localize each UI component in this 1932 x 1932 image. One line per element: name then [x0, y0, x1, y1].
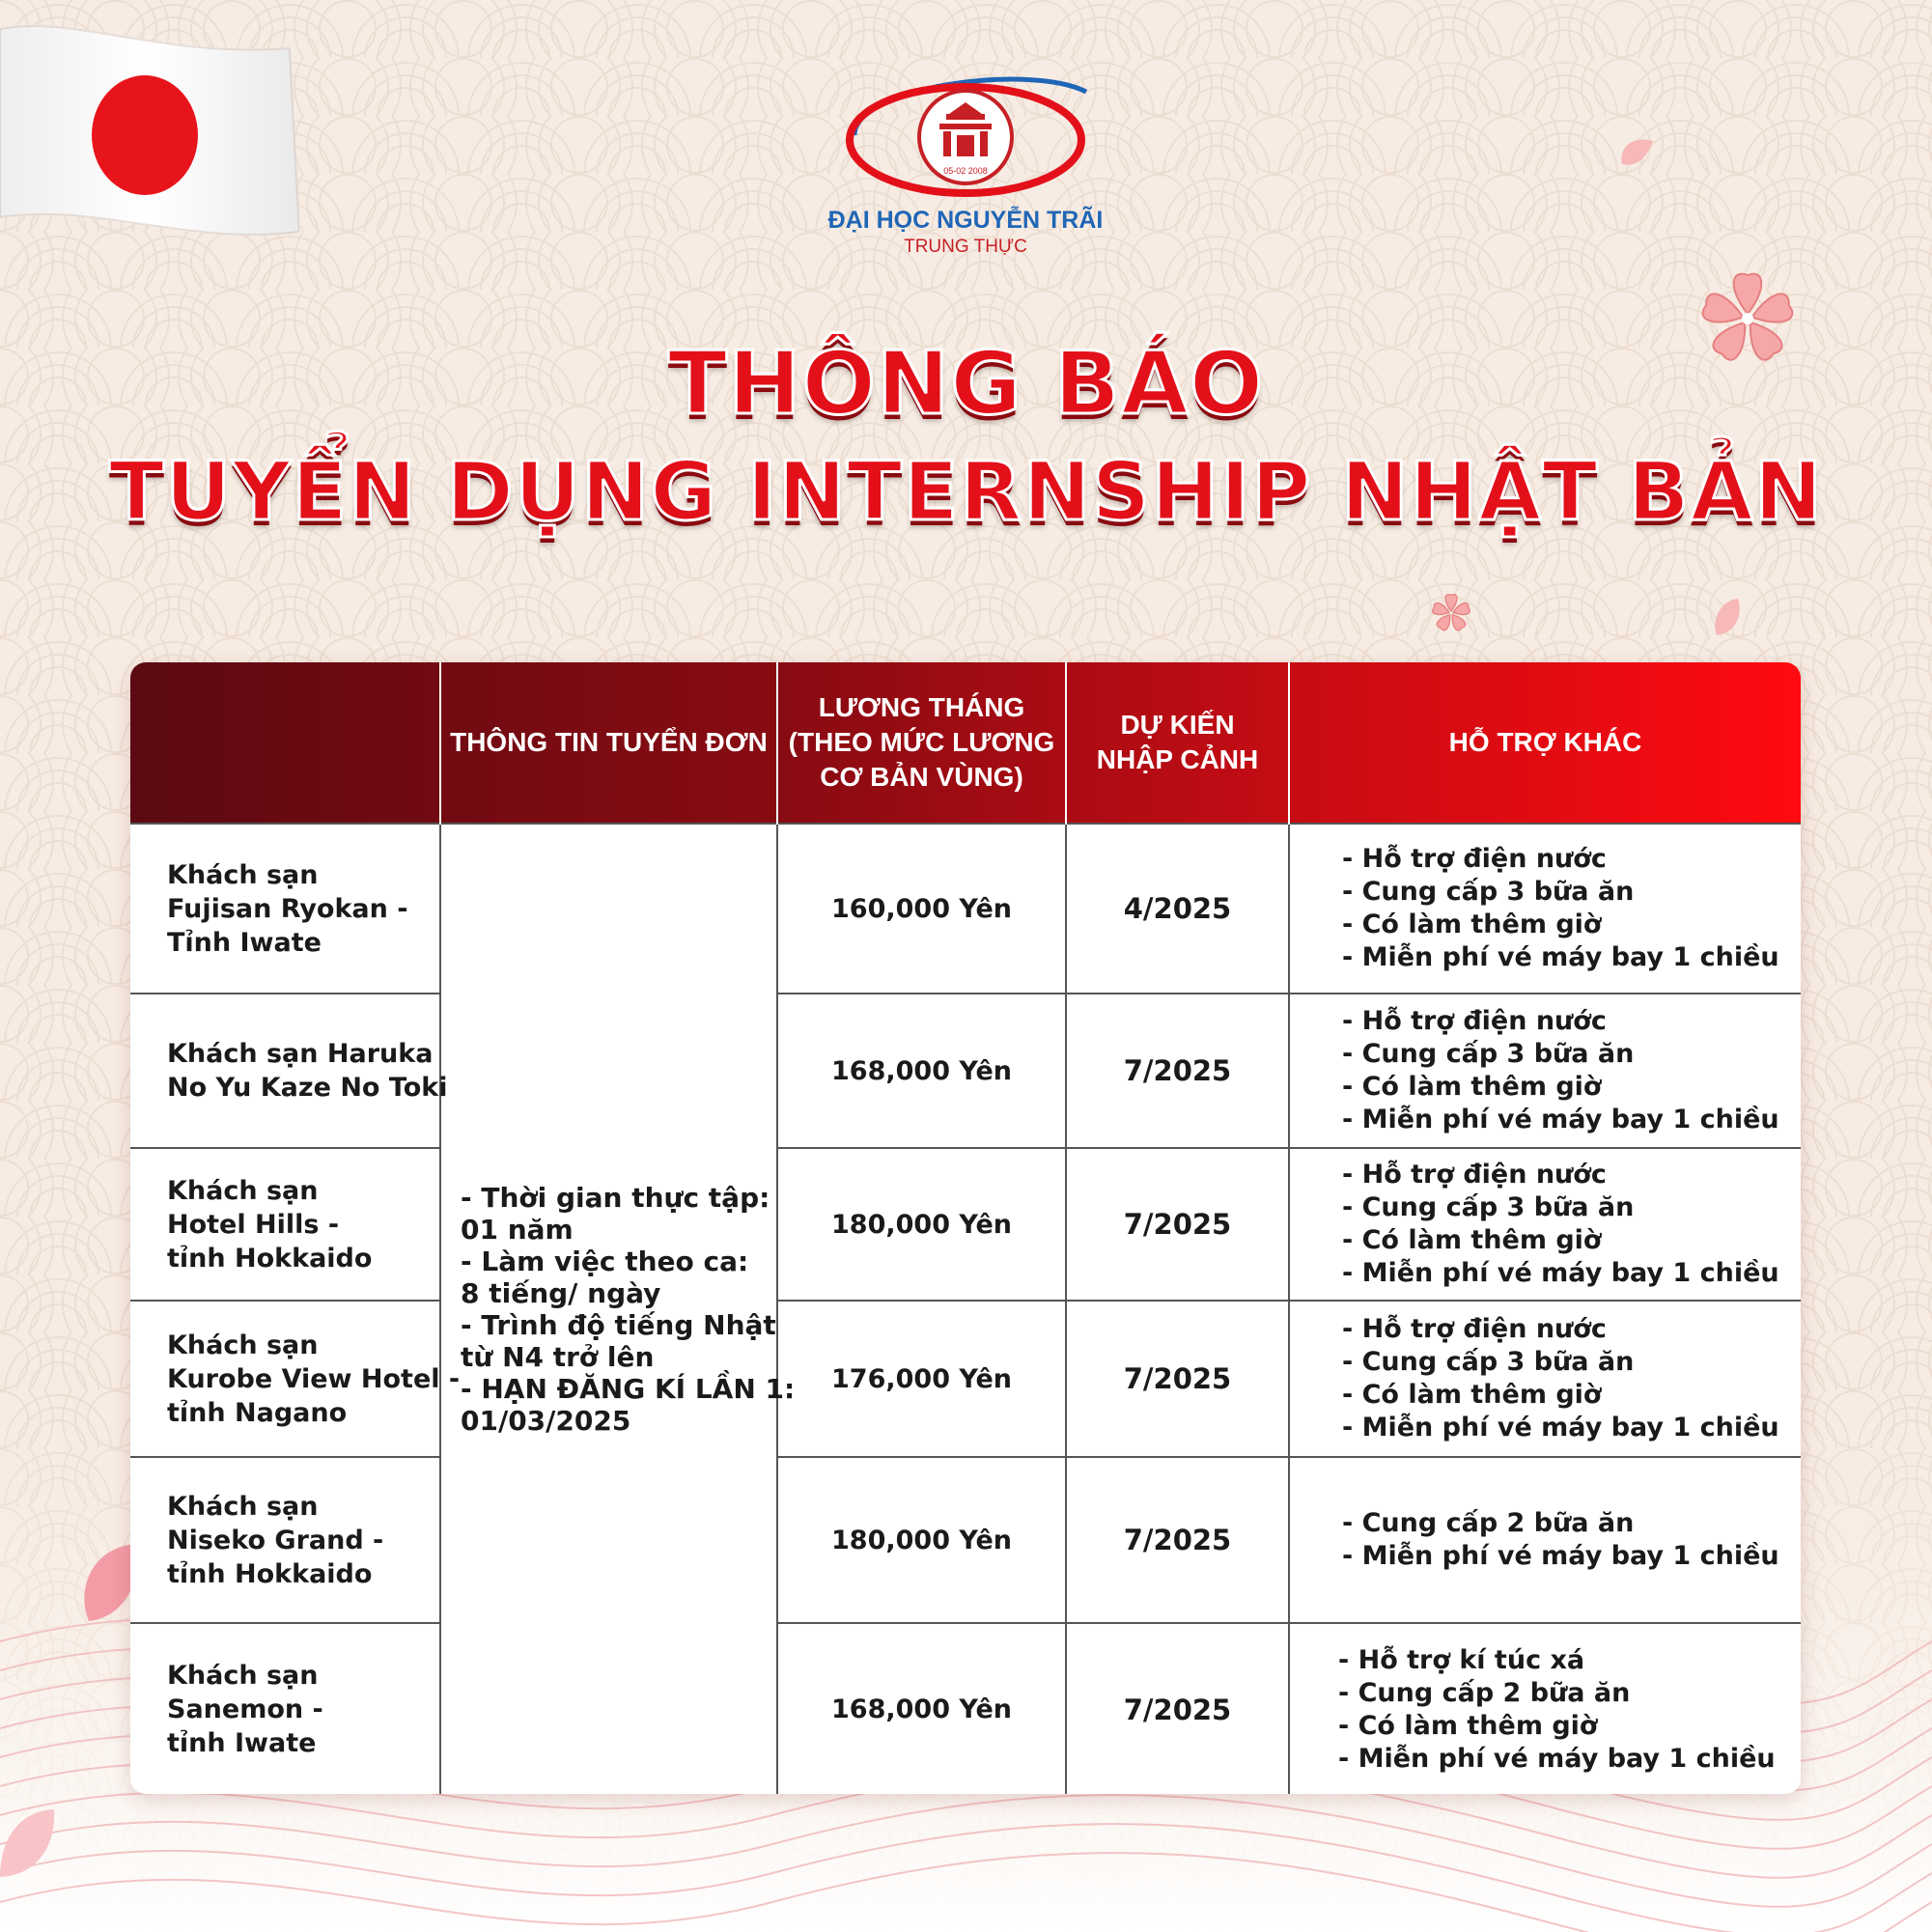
seal-year: 05-02 2008: [943, 166, 988, 176]
sakura-petal-icon: [1618, 135, 1657, 170]
university-seal-icon: [835, 68, 1096, 203]
expected-entry: 7/2025: [1066, 1301, 1289, 1457]
table-row: [130, 994, 1801, 1148]
header-other-support: HỖ TRỢ KHÁC: [1448, 727, 1642, 757]
monthly-salary: 168,000 Yên: [777, 994, 1066, 1148]
header-expected-entry: DỰ KIẾN NHẬP CẢNH: [1066, 662, 1289, 824]
university-logo: [821, 68, 1110, 261]
table-row: [130, 1148, 1801, 1301]
monthly-salary: 180,000 Yên: [777, 1148, 1066, 1301]
sakura-flower-icon: [1427, 589, 1475, 637]
other-support: - Hỗ trợ kí túc xá - Cung cấp 2 bữa ăn - Có làm thêm giờ - Miễn phí vé máy bay 1 chiều: [1289, 1623, 1801, 1794]
table-row: [130, 1301, 1801, 1457]
other-support: - Hỗ trợ điện nước - Cung cấp 3 bữa ăn - Có làm thêm giờ - Miễn phí vé máy bay 1 chiều: [1289, 824, 1801, 994]
expected-entry: 7/2025: [1066, 1457, 1289, 1623]
expected-entry: 7/2025: [1066, 1623, 1289, 1794]
hotel-name: Khách sạn Sanemon - tỉnh Iwate: [130, 1623, 440, 1794]
monthly-salary: 176,000 Yên: [777, 1301, 1066, 1457]
table-row: [130, 1457, 1801, 1623]
hotel-name: Khách sạn Niseko Grand - tỉnh Hokkaido: [130, 1457, 440, 1623]
hotel-name: Khách sạn Hotel Hills - tỉnh Hokkaido: [130, 1148, 440, 1301]
internship-table: [130, 662, 1801, 1794]
other-support: - Cung cấp 2 bữa ăn - Miễn phí vé máy bay 1 chiều: [1289, 1457, 1801, 1623]
japan-flag-icon: [0, 19, 299, 241]
table-row: [130, 1623, 1801, 1794]
title-line-1: THÔNG BÁO: [667, 333, 1265, 434]
header-hotel: [130, 662, 440, 824]
sakura-petal-icon: [1711, 597, 1744, 639]
other-support: - Hỗ trợ điện nước - Cung cấp 3 bữa ăn - Có làm thêm giờ - Miễn phí vé máy bay 1 chiều: [1289, 1301, 1801, 1457]
header-monthly-salary: LƯƠNG THÁNG (THEO MỨC LƯƠNG CƠ BẢN VÙNG): [777, 662, 1066, 824]
other-support: - Hỗ trợ điện nước - Cung cấp 3 bữa ăn - Có làm thêm giờ - Miễn phí vé máy bay 1 chiều: [1289, 994, 1801, 1148]
header-recruitment-info: THÔNG TIN TUYỂN ĐƠN: [440, 662, 777, 824]
recruitment-info: - Thời gian thực tập: 01 năm - Làm việc theo ca: 8 tiếng/ ngày - Trình độ tiếng Nhật từ N4 trở lên - HẠN ĐĂNG KÍ LẦN 1: 01/03/2025: [440, 824, 777, 1794]
title-line-2: TUYỂN DỤNG INTERNSHIP NHẬT BẢN: [108, 444, 1824, 539]
hotel-name: Khách sạn Kurobe View Hotel - tỉnh Nagano: [130, 1301, 440, 1457]
hotel-name: Khách sạn Haruka No Yu Kaze No Toki: [130, 994, 440, 1148]
table-header-row: [130, 662, 1801, 824]
expected-entry: 7/2025: [1066, 1148, 1289, 1301]
monthly-salary: 180,000 Yên: [777, 1457, 1066, 1623]
expected-entry: 7/2025: [1066, 994, 1289, 1148]
hotel-name: Khách sạn Fujisan Ryokan - Tỉnh Iwate: [130, 824, 440, 994]
monthly-salary: 168,000 Yên: [777, 1623, 1066, 1794]
other-support: - Hỗ trợ điện nước - Cung cấp 3 bữa ăn - Có làm thêm giờ - Miễn phí vé máy bay 1 chiều: [1289, 1148, 1801, 1301]
table-row: [130, 824, 1801, 994]
university-motto: TRUNG THỰC: [904, 237, 1027, 257]
monthly-salary: 160,000 Yên: [777, 824, 1066, 994]
sakura-petal-icon: [0, 1806, 58, 1883]
university-name: ĐẠI HỌC NGUYỄN TRÃI: [827, 207, 1104, 234]
expected-entry: 4/2025: [1066, 824, 1289, 994]
